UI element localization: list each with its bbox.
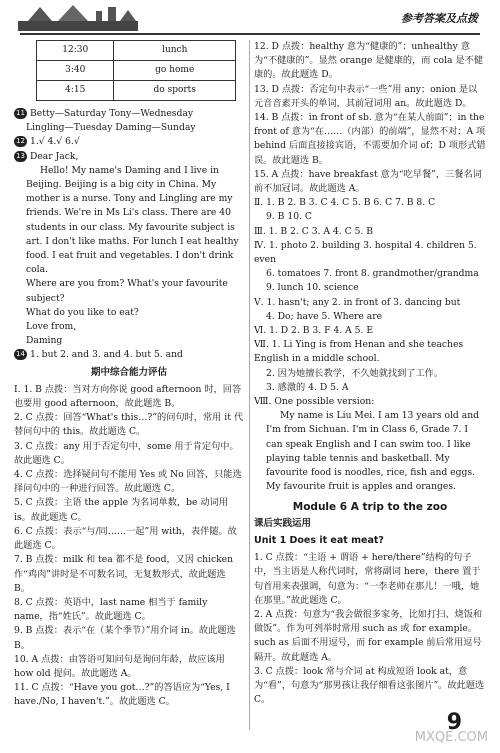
section-4-line3: 9. lunch 10. science — [266, 282, 359, 294]
answer-11-line1: Betty—Saturday Tony—Wednesday — [30, 108, 194, 119]
section-5-line1: Ⅴ. 1. hasn't; any 2. in front of 3. dancing but — [254, 296, 461, 308]
table-row — [37, 41, 236, 61]
answer-item: 4. C 点拨：选择疑问句不能用 Yes 或 No 回答，只能选择问句中的一种进行回答。故此题选 C。 — [14, 469, 242, 495]
right-column — [254, 40, 486, 707]
table-row — [37, 61, 236, 81]
answer-item: 8. C 点拨：英语中，last name 相当于 family name，指“姓氏”。故此题选 C。 — [14, 596, 208, 623]
answer-item: 3. C 点拨：look 常与介词 at 构成短语 look at，意为“看”，句意为“那男孩让我仔细看这张图片”。故此题选 C。 — [254, 665, 485, 706]
header-rule — [20, 33, 480, 35]
column-divider — [249, 40, 250, 730]
table-cell: 4:15 — [37, 81, 114, 101]
answer-item: 12. D 点拨：healthy 意为“健康的”；unhealthy 意为“不健康的”。显然 orange 是健康的，而 cola 是不健康的。故此题选 D。 — [254, 41, 483, 81]
answer-item: 14. B 点拨：in front of sb. 意为“在某人前面”；in the front of 意为“在……（内部）的前端”，显然不对；A 项 behind 后面直接接宾语，不需要加介词 of；D 项形式错误。故此题选 B。 — [254, 112, 486, 166]
section-8-essay: My name is Liu Mei. I am 13 years old and I'm from Sichuan. I'm in Class 6, Grade 7. I can speak English and I can swim too. I like playing table tennis and basketball. My favourite food is noodles, rice, fish and eggs. My favourite fruit is apples and oranges. — [266, 410, 480, 493]
letter-question-1: Where are you from? What's your favourite subject? — [26, 278, 228, 304]
section-2-line2: 9. B 10. C — [266, 211, 312, 223]
answer-item: 2. C 点拨：回答“What's this…?”的问句时，常用 it 代替问句中的 this。故此题选 C。 — [14, 412, 244, 438]
section-3: Ⅲ. 1. B 2. C 3. A 4. C 5. B — [254, 225, 374, 237]
page-number: 9 — [446, 710, 462, 735]
answer-item: 3. C 点拨：any 用于否定句中，some 用于肯定句中。故此题选 C。 — [14, 440, 239, 466]
section-7-line1: Ⅶ. 1. Li Ying is from Henan and she teaches English in a middle school. — [254, 339, 464, 365]
section-2-line1: Ⅱ. 1. B 2. B 3. C 4. C 5. B 6. C 7. B 8. C — [254, 197, 436, 209]
table-cell: go home — [114, 61, 236, 81]
letter-question-2: What do you like to eat? — [26, 306, 139, 318]
answer-item: Ⅰ. 1. B 点拨：当对方向你说 good afternoon 时，回答也要用 good afternoon，故此题选 B。 — [14, 383, 242, 410]
unit-title: Unit 1 Does it eat meat? — [254, 534, 384, 546]
schedule-table — [36, 40, 236, 101]
question-number-badge: 11 — [14, 108, 27, 119]
page-header — [0, 0, 500, 38]
left-column — [14, 40, 244, 710]
series-title: 参考答案及点拨 — [401, 12, 478, 25]
answer-14: 1. but 2. and 3. and 4. but 5. and — [30, 349, 183, 361]
practice-heading: 课后实践运用 — [254, 517, 312, 529]
answer-item: 10. A 点拨：由答语可知问句是询问年龄，故应该用 how old 提问。故此题选 A。 — [14, 653, 225, 679]
answer-item: 1. C 点拨：“主语 + 谓语 + here/there”结构的句子中，当主语是人称代词时，常将副词 here，there 置于句首用来表强调，句意为：“一李老师在那儿！一哦，她在那里。”故此题选 C。 — [254, 552, 481, 606]
question-number-badge: 12 — [14, 136, 27, 147]
table-cell: 12:30 — [37, 41, 114, 61]
table-row — [37, 81, 236, 101]
answer-11-line2: Lingling—Tuesday Daming—Sunday — [26, 122, 196, 134]
answer-item: 9. B 点拨：表示“在（某个季节）”用介词 in。故此题选 B。 — [14, 625, 236, 651]
answer-item: 5. C 点拨：主语 the apple 为名词单数，be 动词用 is。故此题选 C。 — [14, 497, 228, 523]
section-7-line3: 3. 感激的 4. D 5. A — [266, 381, 349, 393]
section-5-line2: 4. Do; have 5. Where are — [266, 310, 383, 322]
table-cell: do sports — [114, 81, 236, 101]
table-cell: 3:40 — [37, 61, 114, 81]
question-number-badge: 13 — [14, 151, 27, 162]
question-number-badge: 14 — [14, 349, 27, 360]
watermark: MXQE.COM — [414, 730, 488, 745]
answer-12: 1.√ 4.√ 6.√ — [30, 136, 80, 148]
header-decoration-icon — [18, 3, 138, 33]
letter-closing: Love from, — [26, 321, 77, 333]
letter-signature: Daming — [26, 335, 63, 347]
section-4-line2: 6. tomatoes 7. front 8. grandmother/grandma — [266, 268, 479, 280]
section-7-line2: 2. 因为她擅长教学，不久她就找到了工作。 — [266, 367, 444, 379]
section-4-line1: Ⅳ. 1. photo 2. building 3. hospital 4. children 5. even — [254, 239, 477, 266]
answer-item: 7. B 点拨：milk 和 tea 都不是 food，又因 chicken 作“鸡肉”讲时是不可数名词，无复数形式，故此题选 B。 — [14, 554, 234, 594]
letter-greeting: Dear Jack, — [30, 150, 79, 162]
section-8-title: Ⅷ. One possible version: — [254, 396, 375, 408]
answer-item: 6. C 点拨：表示“与/同……一起”用 with，表伴随。故此题选 C。 — [14, 525, 237, 552]
letter-body: Hello! My name's Daming and I live in Beijing. Beijing is a big city in China. My mother is a nurse. Tony and Lingling are my friends. We're in Ms Li's class. There are 40 students in our class. My favourite subject is art. I don't like maths. For lunch I eat healthy food. I eat fruit and vegetables. I don't drink cola. — [26, 164, 239, 276]
section-6: Ⅵ. 1. D 2. B 3. F 4. A 5. E — [254, 325, 374, 337]
table-cell: lunch — [114, 41, 236, 61]
section-title: 期中综合能力评估 — [90, 366, 167, 378]
answer-item: 11. C 点拨：“Have you got…?”的答语应为“Yes, I have./No, I haven't.”。故此题选 C。 — [14, 682, 230, 708]
answer-item: 13. D 点拨：否定句中表示“一些”用 any；onion 是以元音音素开头的单词，其前冠词用 an。故此题选 D。 — [254, 83, 478, 109]
module-title: Module 6 A trip to the zoo — [292, 500, 448, 513]
answer-item: 2. A 点拨：句意为“我会做很多家务，比如打扫、烧饭和做饭”。作为可列举时常用 such as 或 for example。such as 后面不用逗号，而 for example 前后常用逗号隔开。故此题选 A。 — [254, 608, 483, 663]
answer-item: 15. A 点拨：have breakfast 意为“吃早餐”，三餐名词前不加冠词。故此题选 A。 — [254, 168, 482, 195]
